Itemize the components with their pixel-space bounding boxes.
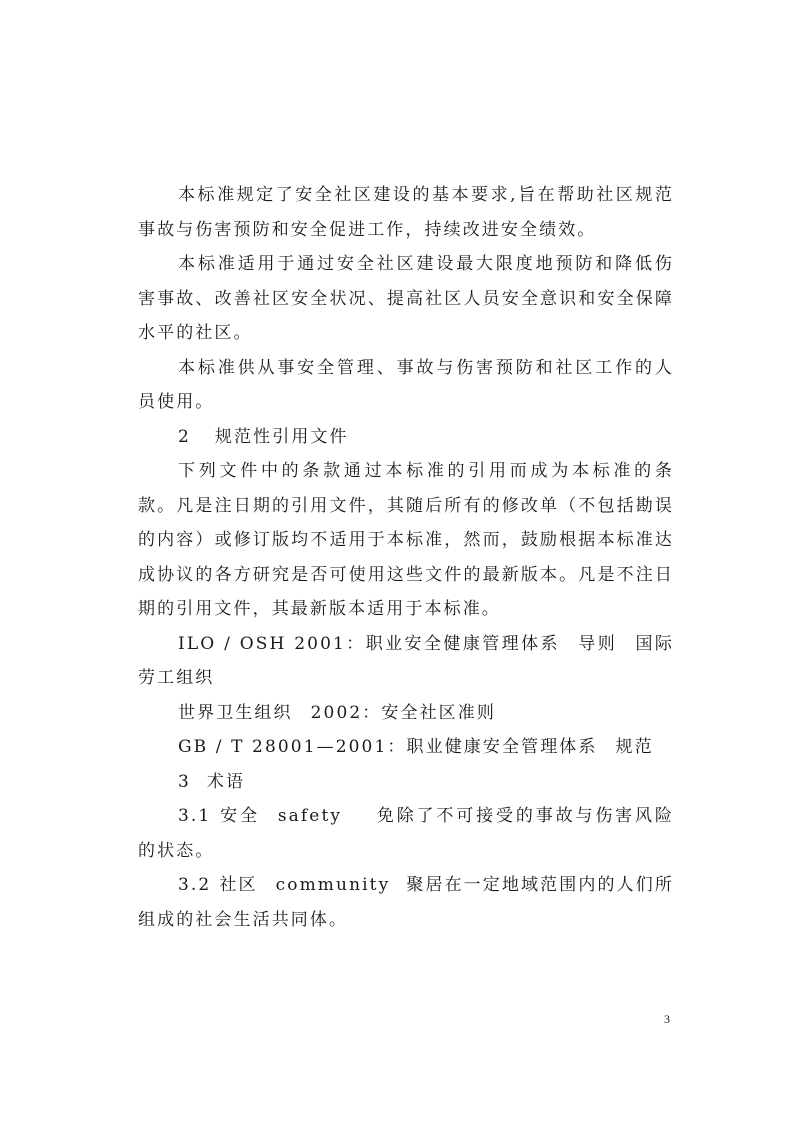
section-2-heading	[138, 420, 674, 455]
term-safety-definition: 免除了不可接受的事故与伤害风险的状态。	[138, 806, 674, 861]
term-community-zh: 社区	[219, 875, 258, 895]
reference-gb-name: 职业健康安全管理体系	[406, 737, 598, 757]
term-community-definition: 聚居在一定地域范围内的人们所组成的社会生活共同体。	[138, 875, 675, 930]
reference-ilo	[138, 627, 674, 696]
section-2-title: 规范性引用文件	[214, 426, 349, 447]
reference-ilo-code: ILO / OSH 2001：	[178, 633, 366, 654]
term-safety-en: safety	[277, 806, 343, 826]
section-2-number: 2	[178, 426, 191, 447]
reference-who-code: 世界卫生组织	[178, 702, 293, 723]
document-body	[138, 178, 674, 937]
reference-gb-code: GB / T 28001—2001：	[178, 737, 407, 757]
section-3-number: 3	[178, 771, 191, 792]
term-community	[138, 868, 674, 937]
term-safety-zh: 安全	[219, 806, 260, 826]
reference-gb	[138, 730, 674, 765]
section-3-heading	[138, 765, 674, 800]
paragraph-scope-users: 本标准供从事安全管理、事故与伤害预防和社区工作的人员使用。	[138, 357, 674, 412]
section-2-intro: 下列文件中的条款通过本标准的引用而成为本标准的条款。凡是注日期的引用文件，其随后所有的修改单（不包括勘误的内容）或修订版均不适用于本标准，然而，鼓励根据本标准达成协议的各方研究是否可使用这些文件的最新版本。凡是不注日期的引用文件，其最新版本适用于本标准。	[138, 461, 674, 619]
reference-ilo-part: 导则	[577, 633, 618, 654]
reference-gb-part: 规范	[615, 737, 654, 757]
term-community-number: 3.2	[178, 875, 212, 895]
reference-who-name: 安全社区准则	[381, 702, 496, 723]
term-safety	[138, 799, 674, 868]
term-community-en: community	[275, 875, 391, 895]
reference-who-year: 2002：	[310, 702, 382, 723]
reference-who	[138, 696, 674, 731]
reference-ilo-name: 职业安全健康管理体系	[365, 633, 560, 654]
term-safety-number: 3.1	[178, 806, 212, 826]
section-3-title: 术语	[206, 771, 246, 792]
paragraph-scope-applicability: 本标准适用于通过安全社区建设最大限度地预防和降低伤害事故、改善社区安全状况、提高社区人员安全意识和安全保障水平的社区。	[138, 254, 674, 343]
paragraph-scope-requirements: 本标准规定了安全社区建设的基本要求,旨在帮助社区规范事故与伤害预防和安全促进工作，持续改进安全绩效。	[138, 185, 674, 240]
page-number: 3	[664, 1012, 670, 1026]
reference-ilo-publisher: 国际劳工组织	[138, 633, 674, 688]
